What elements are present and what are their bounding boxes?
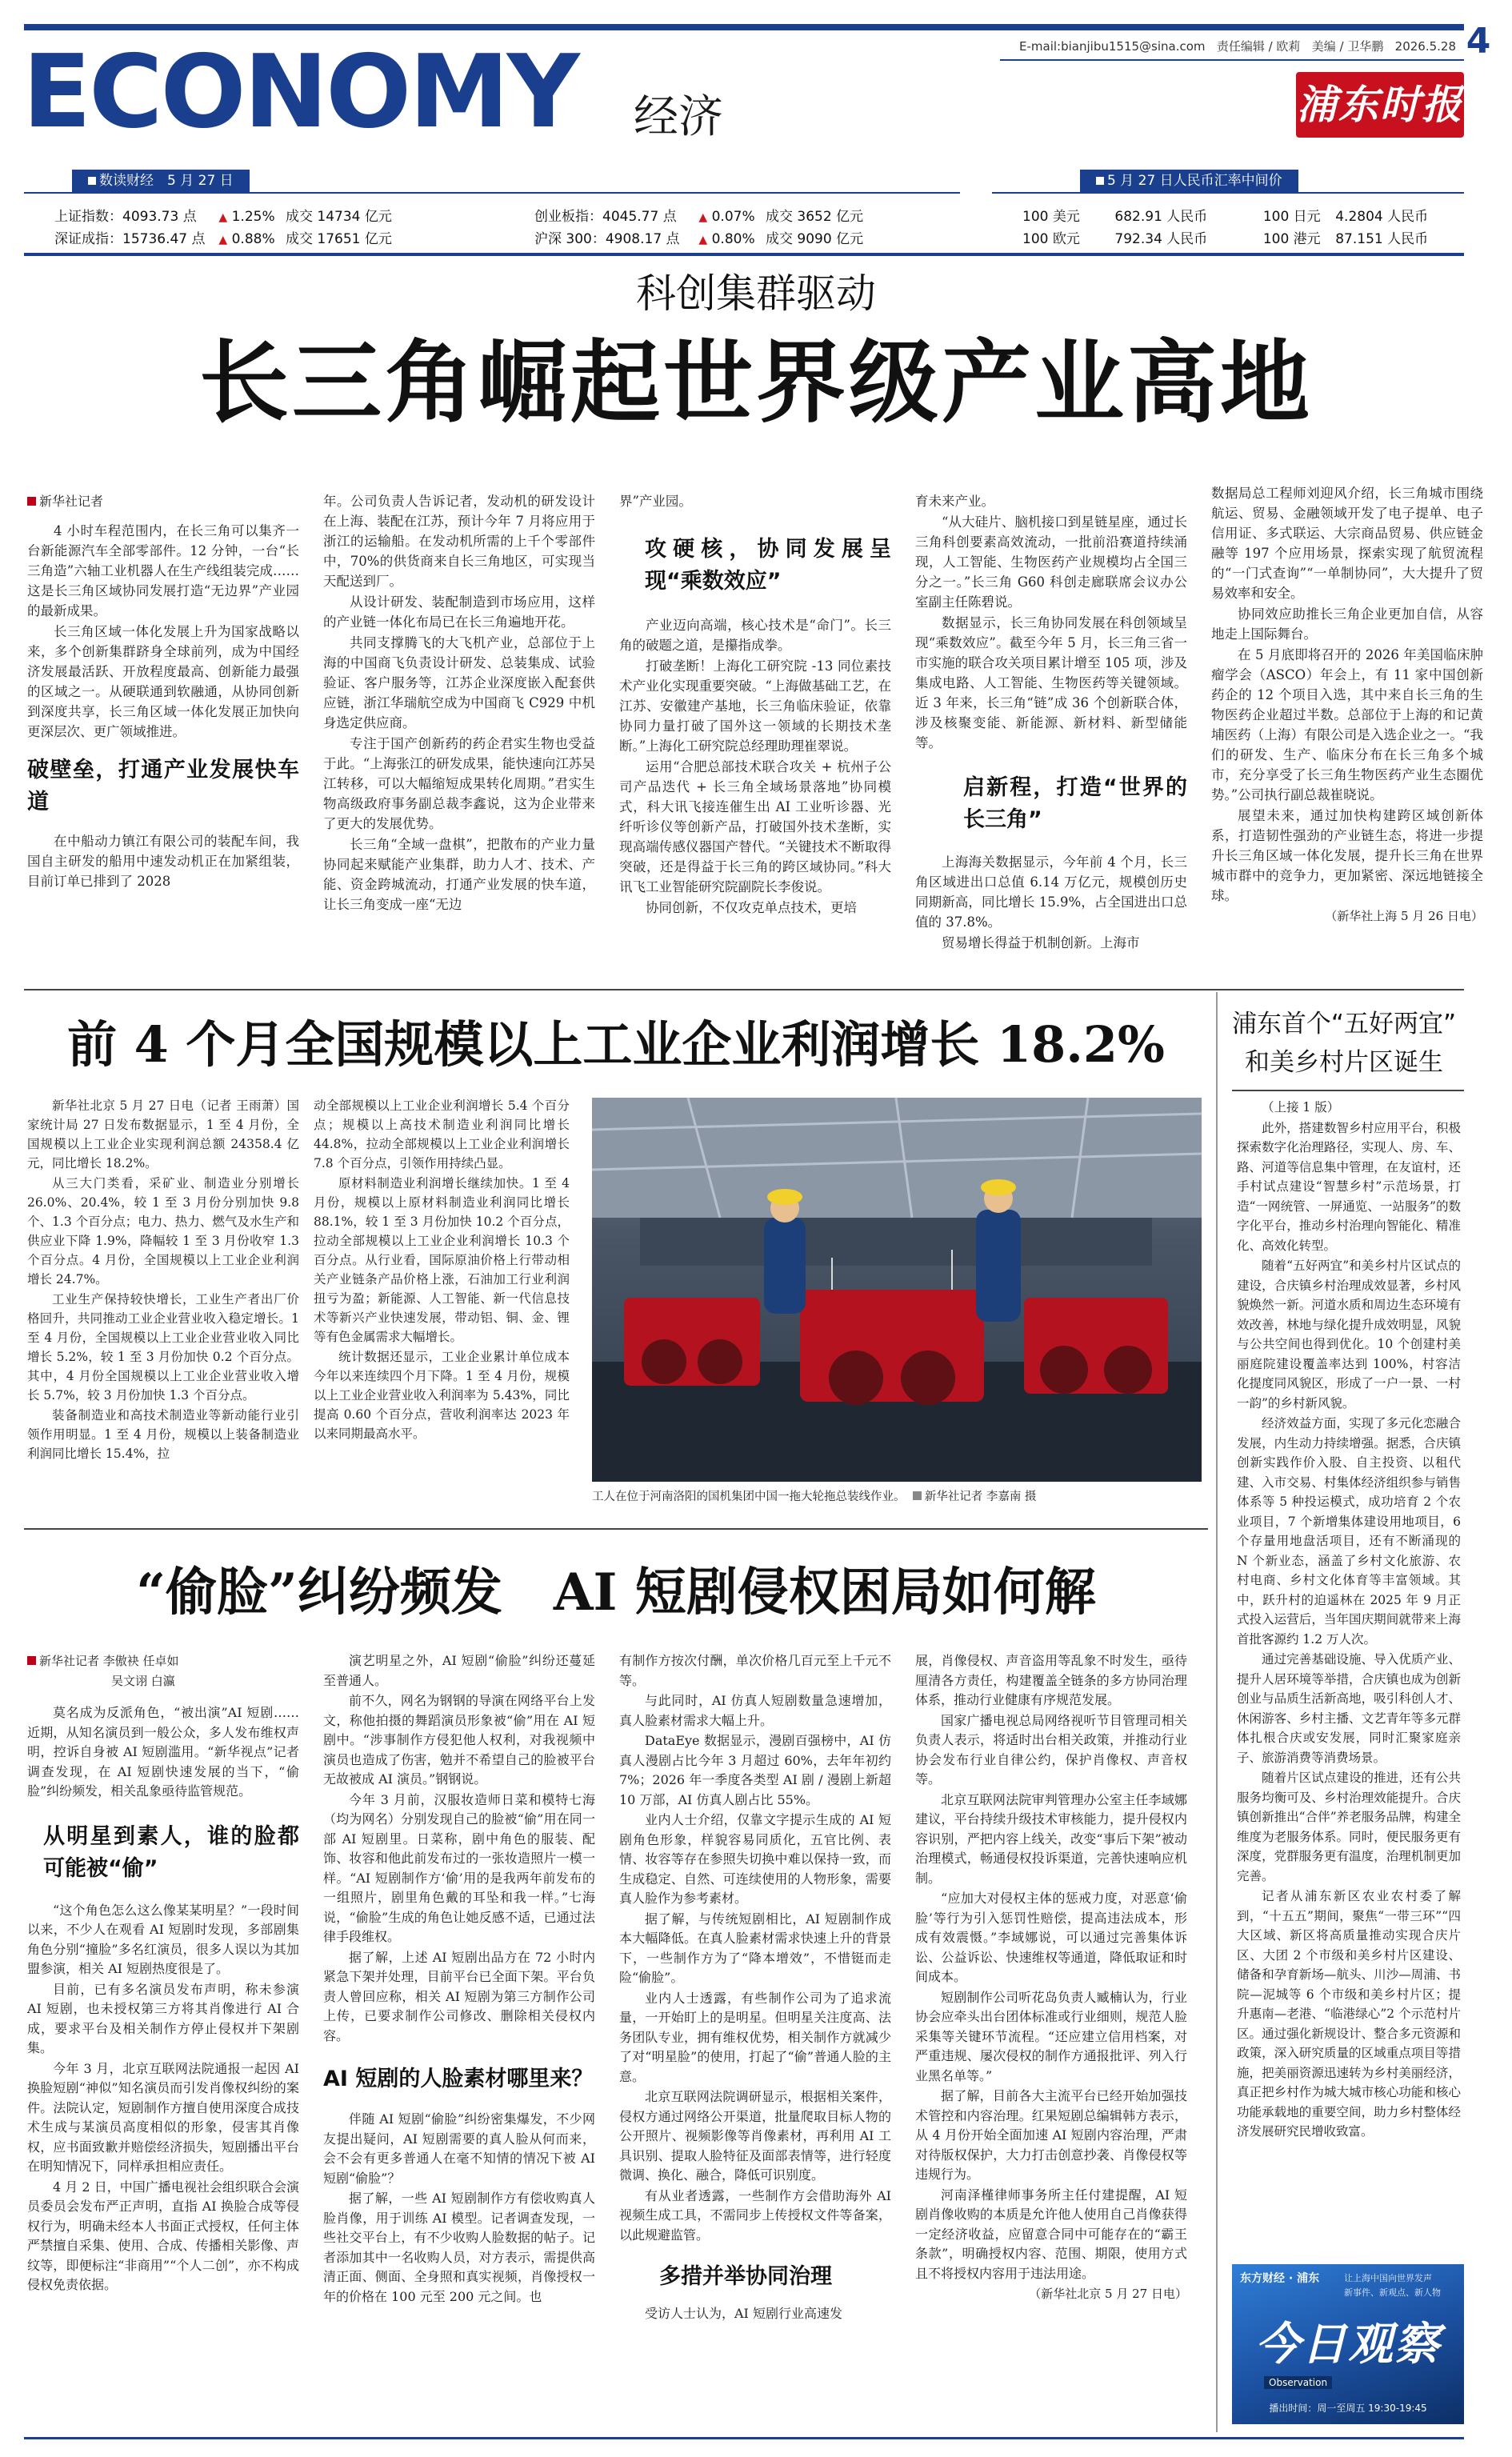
ad-brand: 东方财经 · 浦东 (1240, 2272, 1320, 2285)
sidebar-divider (1216, 992, 1218, 2432)
up-arrow-icon: ▲ (218, 211, 228, 224)
story2-headline: 前 4 个月全国规模以上工业企业利润增长 18.2% (67, 1015, 1165, 1074)
lead-col-3: 界”产业园。 攻硬核，协同发展呈现“乘数效应” 产业迈向高端，核心技术是“命门”。长三角的破题之道，是攥指成拳。 打破垄断！上海化工研究院 -13 同位素技术产业化实现重要突破。“上海做基础工艺，在江苏、安徽建产基地，长三角临床验证，依靠协同力量打破了国外这一领域的长期技术垄断。”上海化工研究院总经理助理崔翠说。 运用“合肥总部技术联合攻关 + 杭州子公司产品迭代 + 长三角全域场景落地”协同模式，科大讯飞接连催生出 AI 工业听诊器、光纤听诊仪等创新产品，打破国外技术垄断，实现高端传感仪器国产替代。“关键技术不断取得突破，还是得益于长三角的跨区域协同。”科大讯飞工业智能研究院副院长李俊说。 协同创新，不仅攻克单点技术，更培 (619, 494, 891, 915)
story3-headline: “偷脸”纠纷频发 AI 短剧侵权困局如何解 (136, 1563, 1096, 1623)
sidebar-headline-rule (1232, 1090, 1464, 1091)
lead-col-2: 年。公司负责人告诉记者，发动机的研发设计在上海、装配在江苏，预计今年 7 月将应用于浙江的运输船。在发动机所需的上千个零部件中，70%的供货商来自长三角地区，可实现当天配送到厂。 从设计研发、装配制造到市场应用，这样的产业链一体化布局已在长三角遍地开花。 共同支撑腾飞的大飞机产业，总部位于上海的中国商飞负责设计研发、总装集成、试验验证、客户服务等，江苏企业深度嵌入配套供应链，浙江华瑞航空成为中国商飞 C929 中机身选定供应商。 专注于国产创新药的药企君实生物也受益于此。“上海张江的研发成果，能快速向江苏吴江转移，可以大幅缩短成果转化周期。”君实生物高级政府事务副总裁李鑫说，这为企业带来了更大的发展优势。 长三角“全域一盘棋”，把散布的产业力量协同起来赋能产业集群，助力人才、技术、产能、资金跨城流动，打通产业发展的快车道，让长三角变成一座“无边 (323, 494, 595, 912)
credit-square-icon (913, 1491, 922, 1500)
index-row-sh: 上证指数：4093.73 点 ▲ 1.25% 成交 14734 亿元 (54, 209, 392, 225)
ticker-bottom-rule (24, 253, 1464, 256)
lead-bottom-rule (24, 989, 1464, 990)
market-left-title: 数读财经 5 月 27 日 (99, 173, 234, 189)
paper-logo (1296, 72, 1464, 138)
story3-subhead-3: 多措并举协同治理 (659, 2264, 832, 2289)
story2-col-2: 动全部规模以上工业企业利润增长 5.4 个百分点；规模以上高技术制造业利润同比增长 44.8%，拉动全部规模以上工业企业利润增长 7.8 个百分点，引领作用持续凸显。 原材料制造业利润增长继续加快。1 至 4 月份，规模以上原材料制造业利润同比增长 88.1%，较 1 至 3 月份加快 10.2 个百分点，拉动全部规模以上工业企业利润增长 10.3 个百分点。从行业看，国际原油价格上行带动相关产业链条产品价格上涨，石油加工行业利润扭亏为盈；新能源、人工智能、新一代信息技术等新兴产业快速发展，带动铝、铜、金、锂等有色金属需求大幅增长。 统计数据还显示，工业企业累计单位成本今年以来连续四个月下降。1 至 4 月份，规模以上工业企业营业收入利润率为 5.43%，同比提高 0.60 个百分点，营收利润率达 2023 年以来同期最高水平。 (314, 1098, 570, 1441)
market-right-title: 5 月 27 日人民币汇率中间价 (1107, 173, 1282, 189)
ad-tagline-1: 让上海中国向世界发声 (1344, 2273, 1432, 2283)
tv-ad[interactable] (1232, 2264, 1464, 2424)
lead-col-5: 数据局总工程师刘迎风介绍，长三角城市围绕航运、贸易、金融领域开发了电子提单、电子信用证、多式联运、大宗商品贸易、供应链金融等 197 个应用场景，探索实现了航贸流程的“一门式查询”“一单制协同”，大大提升了贸易效率和安全。 协同效应助推长三角企业更加自信，从容地走上国际舞台。 在 5 月底即将召开的 2026 年美国临床肿瘤学会（ASCO）年会上，有 11 家中国创新药企的 12 个项目入选，其中来自长三角的生物医药企业超过半数。总部位于上海的和记黄埔医药（上海）有限公司是入选企业之一。“我们的研发、生产、临床分布在长三角多个城市，充分享受了长三角生物医药产业生态圈优势。”公司执行副总裁崔晓说。 展望未来，通过加快构建跨区域创新体系，打造韧性强劲的产业链生态，将进一步提升长三角区域一体化发展，提升长三角在世界城市群中的竞争力，更加紧密、深远地链接全球。 （新华社上海 5 月 26 日电） (1211, 483, 1483, 971)
index-row-cyb: 创业板指：4045.77 点 ▲ 0.07% 成交 3652 亿元 (534, 209, 864, 225)
up-arrow-icon: ▲ (218, 234, 228, 246)
ad-schedule: 播出时间：周一至周五 19:30-19:45 (1269, 2403, 1427, 2414)
fx-row-1: 100 美元 682.91 人民币 100 日元 4.2804 人民币 (1022, 209, 1429, 225)
section-title-cn: 经济 (634, 91, 723, 143)
top-rule (24, 24, 1464, 30)
factory-photo (592, 1098, 1202, 1482)
index-row-hs300: 沪深 300：4908.17 点 ▲ 0.80% 成交 9090 亿元 (534, 231, 864, 247)
lead-subhead-1: 破壁垒，打通产业发展快车道 (27, 758, 299, 814)
byline-square-icon (27, 1656, 36, 1665)
lead-col-4: 育未来产业。 “从大硅片、脑机接口到星链星座，通过长三角科创要素高效流动，一批前沿赛道持续涌现，人工智能、生物医药产业规模均占全国三分之一。”长三角 G60 科创走廊联席会议办公室副主任陈碧说。 数据显示，长三角协同发展在科创领域呈现“乘数效应”。截至今年 5 月，长三角三省一市实施的联合攻关项目累计增至 105 项，涉及集成电路、人工智能、生物医药等关键领域。近 3 年来，长三角“链”成 36 个创新联合体，涉及核聚变能、新能源、新材料、新型储能等。 启新程，打造“世界的长三角” 上海海关数据显示，今年前 4 个月，长三角区域进出口总值 6.14 万亿元，规模创历史同期新高，同比增长 15.9%，占全国进出口总值的 37.8%。 贸易增长得益于机制创新。上海市 (915, 494, 1187, 950)
lead-headline: 长三角崛起世界级产业高地 (199, 330, 1313, 435)
lead-col-1: 新华社记者 4 小时车程范围内，在长三角可以集齐一台新能源汽车全部零部件。12 分钟，一台“长三角造”六轴工业机器人在生产线组装完成……这是长三角区域协同发展打造“无边界”产业园的最新成果。 长三角区域一体化发展上升为国家战略以来，多个创新集群跻身全球前列，成为中国经济发展最活跃、开放程度最高、创新能力最强的区域之一。从硬联通到软融通，从协同创新到深度共享，长三角区域一体化发展正加快向更深层次、更广领域推进。 破壁垒，打通产业发展快车道 在中船动力镇江有限公司的装配车间，我国自主研发的船用中速发动机正在加紧组装，目前订单已排到了 2028 (27, 494, 299, 889)
up-arrow-icon: ▲ (698, 211, 708, 224)
lead-credit: （新华社上海 5 月 26 日电） (1325, 909, 1483, 923)
masthead-underline (1000, 59, 1464, 61)
story3-col-1: 新华社记者 李傲袂 任卓如 吴文诩 白瀛 莫名成为反派角色，“被出演”AI 短剧……近期，从知名演员到一般公众，多人发布维权声明，控诉自身被 AI 短剧滥用。“新华视点”记者调查发现，在 AI 短剧快速发展的当下，“偷脸”纠纷频发，相关乱象亟待监管规范。 从明星到素人，谁的脸都可能被“偷” “这个角色怎么这么像某某明星？”一段时间以来，不少人在观看 AI 短剧时发现，多部剧集角色分别“撞脸”多名红演员，很多人误以为其加盟参演，相关 AI 短剧热度很是了。 目前，已有多名演员发布声明，称未参演 AI 短剧，也未授权第三方将其肖像进行 AI 合成，要求平台及相关制作方停止侵权并下架剧集。 今年 3 月，北京互联网法院通报一起因 AI 换脸短剧“神似”知名演员而引发肖像权纠纷的案件。法院认定，短剧制作方擅自使用深度合成技术生成与某演员高度相似的形象，侵害其肖像权，应书面致歉并赔偿经济损失，短剧播出平台在明知情况下，同样承担相应责任。 4 月 2 日，中国广播电视社会组织联合会演员委员会发布严正声明，直指 AI 换脸合成等侵权行为，明确未经本人书面正式授权，任何主体严禁擅自采集、使用、合成、传播相关影像、声纹等，即便标注“非商用”“个人二创”，亦不构成侵权免责依据。 (27, 1654, 299, 2292)
editor: 责任编辑 / 欧莉 (1216, 39, 1301, 54)
byline-square-icon (27, 497, 36, 506)
story3-col-2: 演艺明星之外，AI 短剧“偷脸”纠纷还蔓延至普通人。 前不久，网名为钢钢的导演在网络平台上发文，称他拍摄的舞蹈演员形象被“偷”用在 AI 短剧中。“涉事制作方侵犯他人权利，对我视频中演员也造成了伤害，勉并不希望自己的脸被平台无故被成 AI 演员。”钢钢说。 今年 3 月前，汉服妆造师日菜和模特七海（均为网名）分别发现自己的脸被“偷”用在同一部 AI 短剧里。日菜称，剧中角色的服装、配饰、妆容和他此前发布过的一张妆造照片一模一样。“AI 短剧制作方‘偷’用的是我两年前发布的一组照片，剧里角色戴的耳坠和我一样。”七海说，“偷脸”生成的角色让她反感不适，已通过法律手段维权。 据了解，上述 AI 短剧出品方在 72 小时内紧急下架并处理，目前平台已全面下架。平台负责人曾回应称，相关 AI 短剧为第三方制作公司上传，已要求制作公司修改、删除相关侵权内容。 AI 短剧的人脸素材哪里来？ 伴随 AI 短剧“偷脸”纠纷密集爆发，不少网友提出疑问，AI 短剧需要的真人脸从何而来，会不会有更多普通人在毫不知情的情况下被 AI 短剧“偷脸”？ 据了解，一些 AI 短剧制作方有偿收购真人脸肖像，用于训练 AI 模型。记者调查发现，一些社交平台上，有不少收购人脸数据的帖子。记者添加其中一名收购人员，对方表示，需提供高清正面、侧面、全身照和真实视频，肖像授权一年的价格在 100 元至 200 元之间。也 (323, 1653, 595, 2304)
up-arrow-icon: ▲ (698, 234, 708, 246)
index-row-sz: 深证成指：15736.47 点 ▲ 0.88% 成交 17651 亿元 (54, 231, 392, 247)
story2-col-1: 新华社北京 5 月 27 日电（记者 王雨萧）国家统计局 27 日发布数据显示，1 至 4 月份，全国规模以上工业企业实现利润总额 24358.4 亿元，同比增长 18.2%。 从三大门类看，采矿业、制造业分别增长 26.0%、20.4%，较 1 至 3 月份分别加快 9.8 个、1.3 个百分点；电力、热力、燃气及水生产和供应业下降 1.9%，降幅较 1 至 3 月份收窄 1.3 个百分点。4 月份，全国规模以上工业企业利润增长 24.7%。 工业生产保持较快增长，工业生产者出厂价格回升，共同推动工业企业营业收入稳定增长。1 至 4 月份，全国规模以上工业企业营业收入同比增长 5.2%，较 1 至 3 月份加快 0.2 个百分点。其中，4 月份全国规模以上工业企业营业收入增长 5.7%，较 3 月份加快 1.3 个百分点。 装备制造业和高技术制造业等新动能行业引领作用明显。1 至 4 月份，规模以上装备制造业利润同比增长 15.4%，拉 (27, 1098, 299, 1461)
story3-col-3: 有制作方按次付酬，单次价格几百元至上千元不等。 与此同时，AI 仿真人短剧数量急速增加，真人脸素材需求大幅上升。 DataEye 数据显示，漫剧百强榜中，AI 仿真人漫剧占比今年 3 月超过 60%，去年年初约 7%；2026 年一季度各类型 AI 剧 / 漫剧上新超 10 万部，AI 仿真人剧占比 55%。 业内人士介绍，仅靠文字提示生成的 AI 短剧角色形象，样貌容易同质化，五官比例、表情、妆容等存在参照失切换中难以保持一致，而生成稳定、自然、可连续使用的人物形象，需要真人脸作为参考素材。 据了解，与传统短剧相比，AI 短剧制作成本大幅降低。在真人脸素材需求快速上升的背景下，一些制作方为了“降本增效”，不惜铤而走险“偷脸”。 业内人士透露，有些制作公司为了追求流量，一开始盯上的是明星。但明星关注度高、法务团队专业，拥有维权优势，相关制作方就减少了对“明星脸”的使用，打起了“偷”普通人脸的主意。 北京互联网法院调研显示，根据相关案件，侵权方通过网络公开渠道，批量爬取目标人物的公开照片、视频影像等肖像素材，再利用 AI 工具识别、提取人脸特征及面部表情等，进行轻度微调、换化、融合，降低可识别度。 有从业者透露，一些制作方会借助海外 AI 视频生成工具，不需同步上传授权文件等备案，以此规避监管。 多措并举协同治理 受访人士认为，AI 短剧行业高速发 (619, 1653, 891, 2321)
bottom-rule (24, 2437, 1464, 2439)
story2-bottom-rule (24, 1528, 1208, 1530)
market-right-header (992, 170, 1464, 194)
story3-col-4: 展，肖像侵权、声音盗用等乱象不时发生，亟待厘清各方责任，构建覆盖全链条的多方协同治理体系，推动行业健康有序规范发展。 国家广播电视总局网络视听节目管理司相关负责人表示，将适时出台相关政策，并推动行业协会发布行业自律公约，保护肖像权、声音权等。 北京互联网法院审判管理办公室主任李域娜建议，平台持续升级技术审核能力，提升侵权内容识别，严把内容上线关，改变“事后下架”被动治理模式，畅通侵权投诉渠道，完善快速响应机制。 “应加大对侵权主体的惩戒力度，对恶意‘偷脸’等行为引入惩罚性赔偿，提高违法成本，形成有效震慑。”李域娜说，可以通过完善集体诉讼、公益诉讼、快速维权等通道，降低取证和时间成本。 短剧制作公司听花岛负责人臧楠认为，行业协会应牵头出台团体标准或行业细则，规范人脸采集等关键环节流程。“还应建立信用档案，对严重违规、屡次侵权的制作方通报批评、列入行业黑名单等。” 据了解，目前各大主流平台已经开始加强技术管控和内容治理。红果短剧总编辑韩方表示，从 4 月份开始全面加速 AI 短剧内容治理，严肃对待版权保护，大力打击创意抄袭、肖像侵权等违规行为。 河南泽槿律师事务所主任付建提醒，AI 短剧肖像收购的本质是允许他人使用自己肖像获得一定经济收益，应留意合同中可能存在的“霸王条款”，明确授权内容、范围、期限，使用方式且不将授权内容用于违法用途。 （新华社北京 5 月 27 日电） (915, 1651, 1187, 2435)
factory-photo-illustration (592, 1098, 1202, 1482)
page-number: 4 (1466, 21, 1491, 62)
ad-logo-en: Observation (1264, 2376, 1332, 2389)
sidebar-headline: 浦东首个“五好两宜” 和美乡村片区诞生 (1231, 1010, 1457, 1077)
story3-credit: （新华社北京 5 月 27 日电） (1029, 2287, 1187, 2301)
story3-subhead-2: AI 短剧的人脸素材哪里来？ (323, 2067, 594, 2091)
designer: 美编 / 卫华鹏 (1311, 39, 1384, 54)
section-title-en: ECONOMY (22, 33, 578, 150)
ad-logo: 今日观察 (1255, 2319, 1441, 2371)
issue-date: 2026.5.28 (1394, 39, 1456, 54)
masthead-meta (992, 37, 1456, 56)
market-left-header (24, 170, 960, 194)
lead-kicker: 科创集群驱动 (636, 270, 876, 317)
fx-row-2: 100 欧元 792.34 人民币 100 港元 87.151 人民币 (1022, 231, 1429, 247)
photo-caption: 工人在位于河南洛阳的国机集团中国一拖大轮拖总装线作业。 新华社记者 李嘉南 摄 (592, 1491, 1037, 1503)
story3-subhead-1: 从明星到素人，谁的脸都可能被“偷” (43, 1823, 299, 1881)
paper-logo-text: 浦东时报 (1297, 81, 1463, 128)
sidebar-body: （上接 1 版） 此外，搭建数智乡村应用平台，积极探索数字化治理路径，实现人、房、车、路、河道等信息集中管理，在友谊村，还手村试点建设“智慧乡村”示范场景，打造“一网统管、一屏通览、一站服务”的数字化平台，推动乡村治理向智能化、精准化、高效化转型。 随着“五好两宜”和美乡村片区试点的建设，合庆镇乡村治理成效显著，乡村风貌焕然一新。河道水质和周边生态环境有效改善，林地与绿化提升成效明显，风貌与公共空间也得到优化。10 个创建村美丽庭院建设覆盖率达到 100%，村容洁化提度同风貌区，形成了一户一景、一村一韵”的乡村新风貌。 经济效益方面，实现了多元化恋融合发展，内生动力持续增强。据悉，合庆镇创新实践作价入股、自主投资、以租代建、入市交易、村集体经济组织参与销售体系等 5 种投运模式，成功培育 2 个农业项目，7 个新增集体建设用地项目，6 个存量用地盘活项目，还有不断涌现的 N 个新业态，涵盖了乡村文化旅游、农村电商、乡村文化体育等丰富领域。其中，跃升村的迫遥林在 2025 年 9 月正式投入运营后，当年国庆期间就带来上海首批客源约 1.2 万人次。 通过完善基础设施、导入优质产业、提升人居环境等举措，合庆镇也成为创新创业与品质生活新高地，吸引科创人才、休闲游客、乡村主播、文艺青年等多元群体扎根合庆或安发展，同时汇聚家庭亲子、旅游消费等消费场景。 随着片区试点建设的推进，还有公共服务均衡可及、乡村治理效能提升。合庆镇创新推出“合伴”养老服务品牌，构建全维度为老服务体系。同时，便民服务更有深度，党群服务更有温度，治理机制更加完善。 记者从浦东新区农业农村委了解到，“十五五”期间，聚焦“一带三环”“四大区域、新区将高质量推动实现合庆片区、大团 2 个市级和美乡村片区建设、储备和孕育新场—航头、川沙—周浦、书院—泥城等 6 个市级和美乡村片区；提升惠南—老港、“临港绿心”2 个示范村片区。通过强化新规设计、整合多元资源和政策，深入研究质量的区域重点项目等措施，把美丽资源迅速转为乡村美丽经济，真正把乡村作为城大城市核心功能和核心功能承载地的重要空间，助力乡村整体经济发展研究民增收致富。 (1237, 1100, 1461, 2139)
ad-tagline-2: 新事件、新观点、新人物 (1344, 2287, 1441, 2298)
lead-subhead-2: 攻硬核，协同发展呈现“乘数效应” (645, 537, 891, 594)
email: E-mail:bianjibu1515@sina.com (1019, 39, 1206, 54)
lead-subhead-3: 启新程，打造“世界的长三角” (963, 775, 1187, 832)
